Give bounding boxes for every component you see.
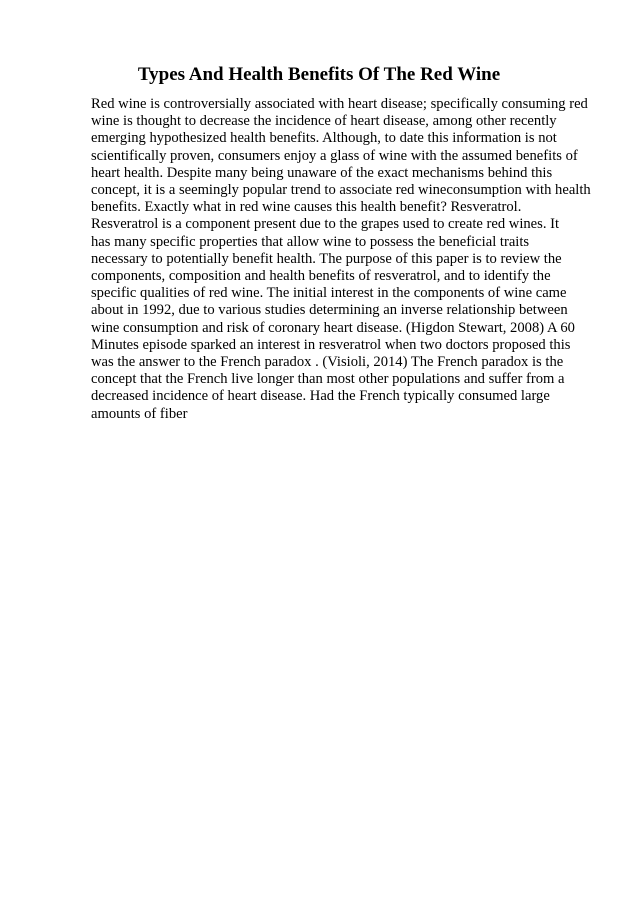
body-line: concept that the French live longer than most other populations and suffer from a bbox=[91, 371, 565, 388]
body-line: wine consumption and risk of coronary heart disease. (Higdon Stewart, 2008) A 60 bbox=[91, 319, 575, 336]
body-line: concept, it is a seemingly popular trend to associate red wineconsumption with health bbox=[91, 182, 591, 199]
document-body bbox=[91, 96, 591, 423]
body-line: necessary to potentially benefit health. The purpose of this paper is to review the bbox=[91, 250, 562, 267]
body-line: was the answer to the French paradox . (Visioli, 2014) The French paradox is the bbox=[91, 354, 564, 371]
body-line: about in 1992, due to various studies determining an inverse relationship between bbox=[91, 302, 568, 319]
body-line: Resveratrol is a component present due to the grapes used to create red wines. It bbox=[91, 216, 560, 233]
body-line: benefits. Exactly what in red wine causes this health benefit? Resveratrol. bbox=[91, 199, 522, 216]
body-line: decreased incidence of heart disease. Had the French typically consumed large bbox=[91, 388, 550, 405]
body-line: scientifically proven, consumers enjoy a glass of wine with the assumed benefits of bbox=[91, 147, 578, 164]
body-line: wine is thought to decrease the incidence of heart disease, among other recently bbox=[91, 113, 557, 130]
document-title: Types And Health Benefits Of The Red Wine bbox=[137, 64, 501, 85]
body-line: components, composition and health benefits of resveratrol, and to identify the bbox=[91, 268, 551, 285]
body-line: specific qualities of red wine. The initial interest in the components of wine came bbox=[91, 285, 567, 302]
body-line: has many specific properties that allow wine to possess the beneficial traits bbox=[91, 233, 530, 250]
body-line: emerging hypothesized health benefits. Although, to date this information is not bbox=[91, 130, 557, 147]
body-line: Red wine is controversially associated with heart disease; specifically consuming red bbox=[91, 96, 588, 112]
body-line: amounts of fiber bbox=[91, 405, 188, 422]
body-line: Minutes episode sparked an interest in resveratrol when two doctors proposed this bbox=[91, 336, 571, 353]
body-line: heart health. Despite many being unaware of the exact mechanisms behind this bbox=[91, 164, 553, 181]
